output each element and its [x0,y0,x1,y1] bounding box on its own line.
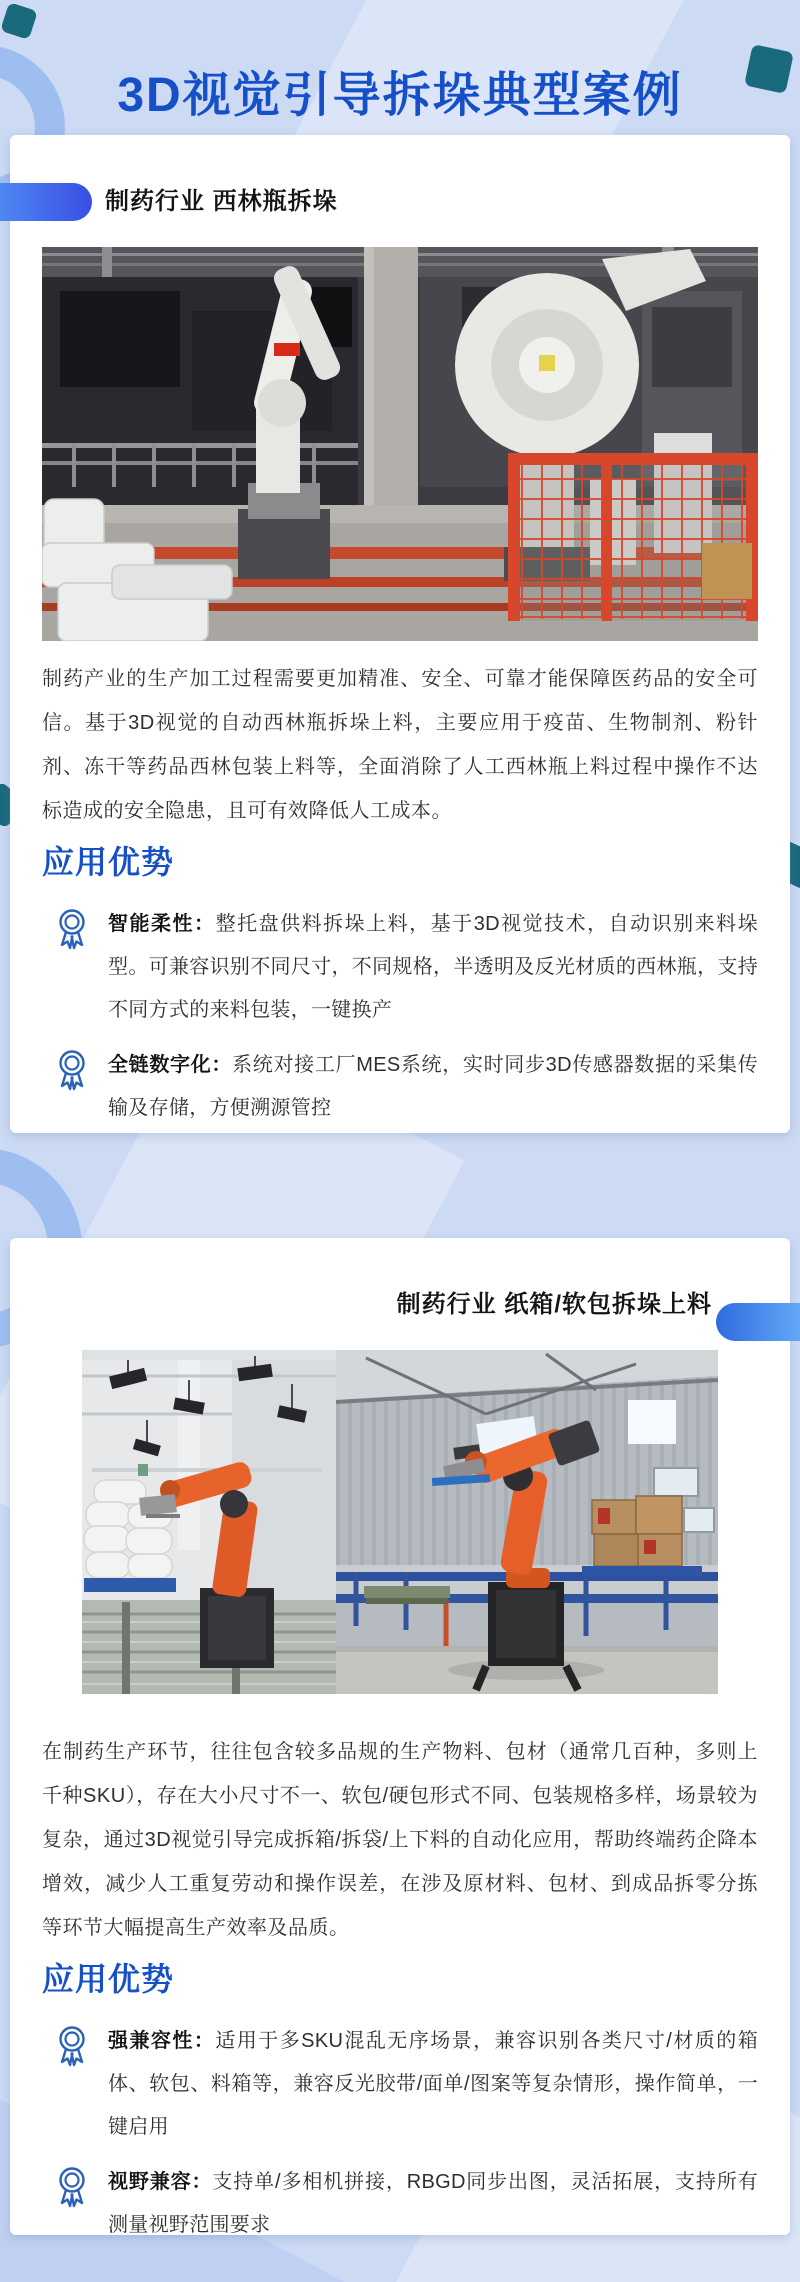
advantage-label: 全链数字化： [108,1054,233,1076]
advantage-item [42,903,758,1032]
advantages-heading: 应用优势 [42,1961,175,1997]
card-title: 制药行业 西林瓶拆垛 [105,188,338,215]
case-card-vial-depalletizing [10,135,790,1133]
advantage-text [108,2161,758,2247]
card-description: 在制药生产环节，往往包含较多品规的生产物料、包材（通常几百种，多则上千种SKU），存在大小尺寸不一、软包/硬包形式不同、包装规格多样，场景较为复杂，通过3D视觉引导完成拆箱/拆袋/上下料的自动化应用，帮助终端药企降本增效，减少人工重复劳动和操作误差，在涉及原材料、包材、到成品拆零分拣等环节大幅提高生产效率及品质。 [42,1741,758,1939]
advantage-body: 适用于多SKU混乱无序场景，兼容识别各类尺寸/材质的箱体、软包、料箱等，兼容反光胶带/面单/图案等复杂情形，操作简单，一键启用 [108,2030,759,2138]
advantage-item [42,2020,758,2149]
advantage-item [42,1044,758,1130]
page-title: 3D视觉引导拆垛典型案例 [117,69,683,123]
medal-icon [42,1044,108,1096]
factory-photo-illustration [42,247,758,641]
advantage-body: 支持单/多相机拼接，RBGD同步出图，灵活拓展，支持所有测量视野范围要求 [108,2171,758,2236]
advantage-text [108,1044,758,1130]
medal-icon [42,2020,108,2072]
medal-icon [42,2161,108,2213]
advantages-heading: 应用优势 [42,844,175,880]
warehouse-robot-photo-left [82,1350,336,1694]
card2-title-tag [716,1303,800,1341]
card-title: 制药行业 纸箱/软包拆垛上料 [396,1291,712,1318]
advantage-body: 整托盘供料拆垛上料，基于3D视觉技术，自动识别来料垛型。可兼容识别不同尺寸，不同规格，半透明及反光材质的西林瓶，支持不同方式的来料包装，一键换产 [108,913,758,1021]
advantage-text [108,903,758,1032]
advantage-text [108,2020,758,2149]
advantage-body: 系统对接工厂MES系统，实时同步3D传感器数据的采集传输及存储，方便溯源管控 [108,1054,758,1119]
warehouse-robot-photo-right [336,1350,718,1694]
card-description: 制药产业的生产加工过程需要更加精准、安全、可靠才能保障医药品的安全可信。基于3D视觉的自动西林瓶拆垛上料，主要应用于疫苗、生物制剂、粉针剂、冻干等药品西林包装上料等，全面消除了人工西林瓶上料过程中操作不达标造成的安全隐患，且可有效降低人工成本。 [42,668,758,822]
vial-depalletizing-photo [42,247,758,641]
advantage-label: 智能柔性： [108,913,216,935]
advantage-item [42,2161,758,2247]
carton-depalletizing-photos [82,1350,718,1694]
case-card-carton-depalletizing [10,1238,790,2235]
card1-title-tag [0,183,92,221]
teal-diamond-decor [0,2,38,40]
advantage-label: 视野兼容： [108,2171,213,2193]
advantage-label: 强兼容性： [108,2030,216,2052]
medal-icon [42,903,108,955]
